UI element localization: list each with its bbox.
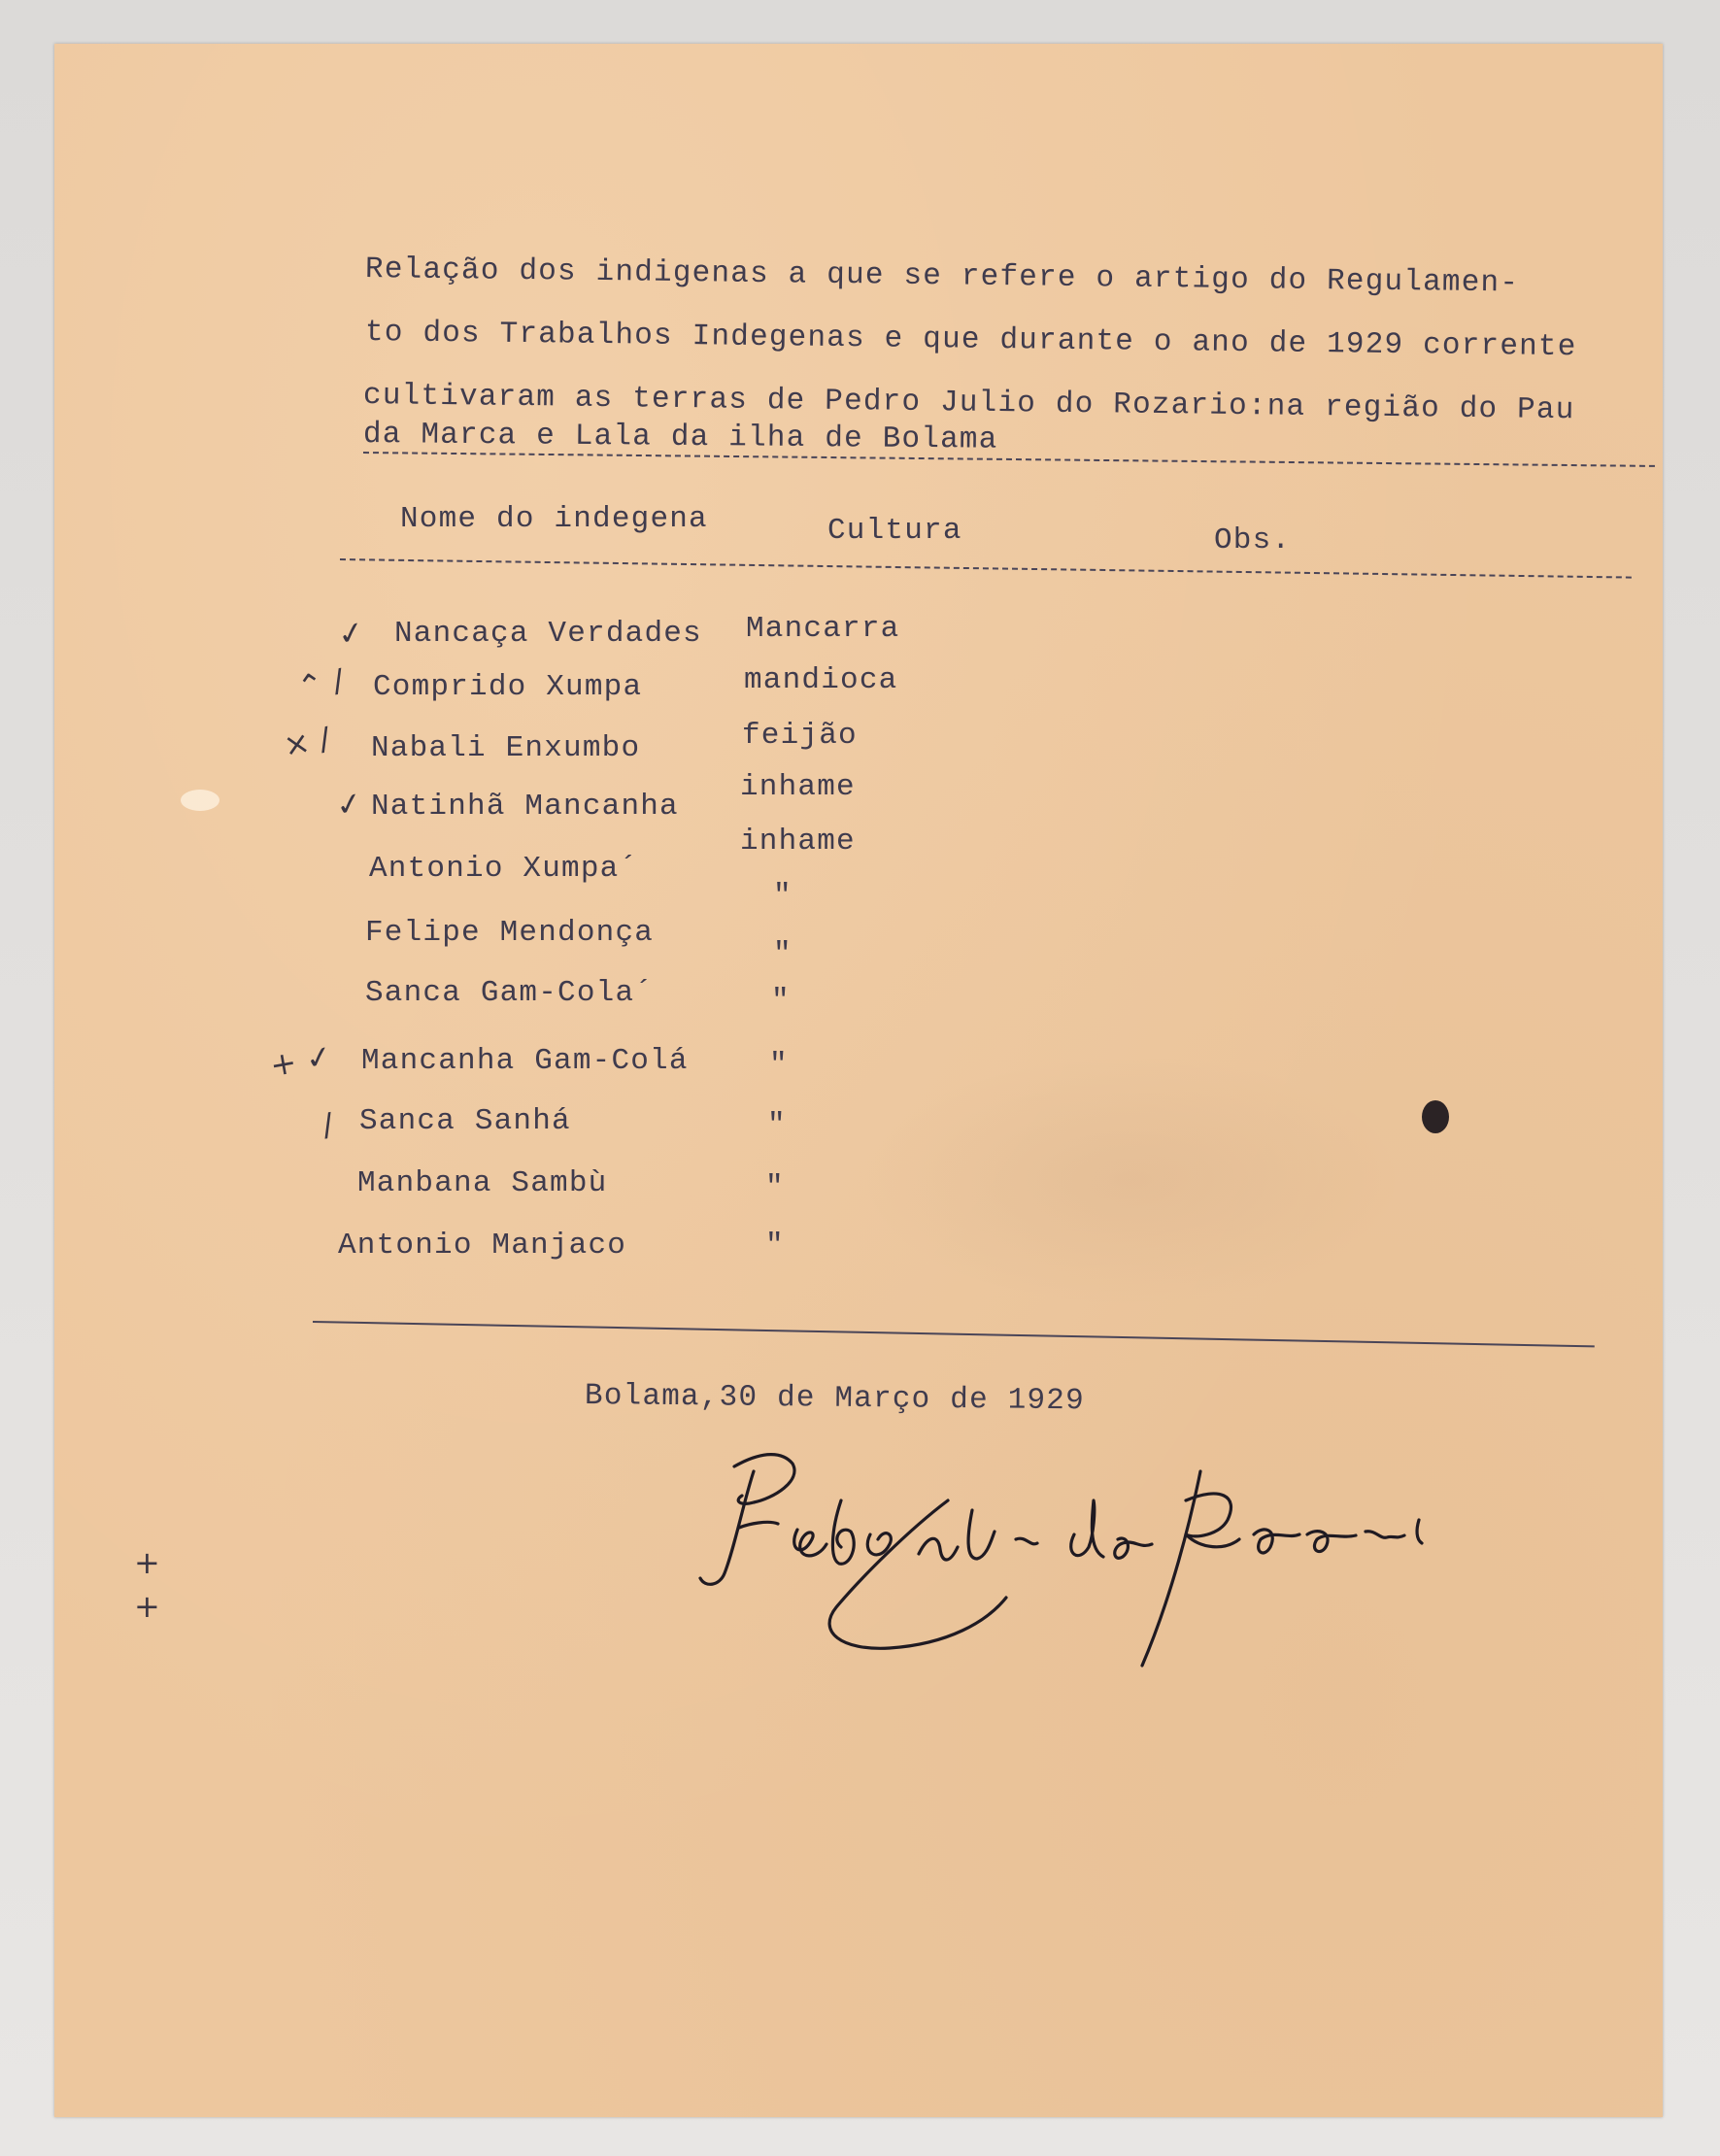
intro-line-1: Relação dos indigenas a que se refere o artigo do Regulamen-: [364, 253, 1520, 301]
faded-stamp: [860, 1054, 1404, 1306]
row-5-culture: inhame: [740, 825, 856, 859]
paper-crease: [181, 790, 219, 811]
row-10-name: Manbana Sambù: [357, 1166, 608, 1200]
intro-line-4: da Marca e Lala da ilha de Bolama: [362, 418, 998, 457]
row-4-name: Natinhã Mancanha: [371, 790, 679, 824]
document-page: [54, 44, 1663, 2117]
row-8-check-mark: + ✓: [267, 1036, 335, 1085]
place-date: Bolama,30 de Março de 1929: [584, 1379, 1086, 1419]
row-7-name: Sanca Gam-Cola´: [365, 976, 655, 1010]
row-7-culture: ": [773, 937, 793, 971]
row-9-name: Sanca Sanhá: [359, 1104, 571, 1138]
row-4-check-mark: ✓: [332, 783, 365, 825]
row-2-culture: mandioca: [744, 663, 898, 697]
header-name: Nome do indegena: [400, 502, 708, 536]
separator-header: [340, 558, 1632, 579]
row-11-name: Antonio Manjaco: [338, 1229, 627, 1263]
row-3-culture: feijão: [742, 719, 858, 753]
ink-blot: [1422, 1100, 1449, 1133]
extra-ditto: ": [765, 1229, 785, 1263]
row-9-check-mark: /: [319, 1105, 336, 1144]
row-6-culture: ": [773, 879, 793, 913]
row-1-name: Nancaça Verdades: [394, 617, 702, 651]
intro-line-3: cultivaram as terras de Pedro Julio do Rozario:na região do Pau: [362, 379, 1575, 428]
row-2-check-mark: ⌃ /: [294, 661, 347, 706]
row-6-name: Felipe Mendonça: [365, 916, 655, 950]
row-2-name: Comprido Xumpa: [373, 670, 643, 704]
intro-line-2: to dos Trabalhos Indegenas e que durante o ano de 1929 corrente: [364, 316, 1577, 365]
row-8-name: Mancanha Gam-Colá: [361, 1044, 689, 1078]
row-9-culture: ": [769, 1048, 789, 1082]
row-4-culture: inhame: [740, 770, 856, 804]
row-10-culture: ": [767, 1108, 787, 1142]
row-5-name: Antonio Xumpa´: [369, 852, 639, 886]
row-1-culture: Mancarra: [746, 612, 900, 646]
row-3-name: Nabali Enxumbo: [371, 731, 641, 765]
row-8-culture: ": [771, 984, 791, 1018]
header-obs: Obs.: [1214, 523, 1292, 557]
header-culture: Cultura: [827, 514, 962, 548]
row-3-check-mark: × /: [281, 720, 333, 764]
margin-cross-2: +: [134, 1588, 160, 1625]
row-1-check-mark: ✓: [334, 612, 367, 655]
separator-bottom: [313, 1321, 1595, 1347]
separator-top: [363, 452, 1655, 467]
handwritten-signature: [695, 1442, 1531, 1695]
margin-cross-1: +: [134, 1544, 160, 1581]
row-11-culture: ": [765, 1170, 785, 1204]
